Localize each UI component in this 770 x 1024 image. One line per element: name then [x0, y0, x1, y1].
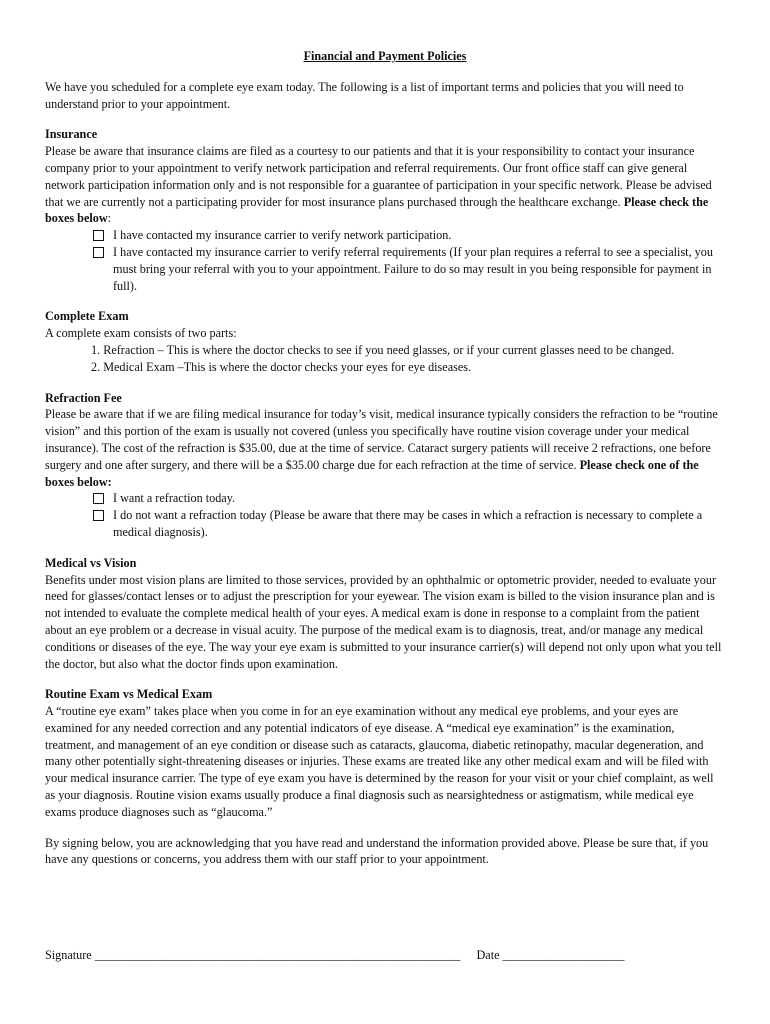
network-participation-checkbox[interactable] — [93, 230, 104, 241]
insurance-paragraph — [45, 143, 725, 227]
insurance-instruction: Please check the boxes below — [45, 194, 709, 226]
referral-requirements-checkbox[interactable] — [93, 247, 104, 258]
insurance-checkbox-list — [45, 227, 725, 294]
checkbox-label: I want a refraction today. — [113, 491, 236, 506]
insurance-checkbox-item — [45, 244, 725, 294]
routine-vs-medical-heading: Routine Exam vs Medical Exam — [45, 687, 213, 702]
insurance-instruction-suffix: : — [107, 211, 112, 226]
signature-row — [45, 947, 725, 963]
insurance-heading: Insurance — [45, 127, 98, 142]
complete-exam-item-refraction: 1. Refraction – This is where the doctor checks to see if you need glasses, or if your current glasses need to be changed. — [91, 342, 675, 357]
date-label: Date — [476, 948, 500, 962]
want-refraction-checkbox[interactable] — [93, 493, 104, 504]
acknowledgement-paragraph: By signing below, you are acknowledging that you have read and understand the information provided above. Please be sure that, if you have any questions or concerns, you address them with our staff prior to your appointment. — [45, 835, 709, 867]
medical-vs-vision-body: Benefits under most vision plans are limited to those services, provided by an ophthalmic or optometric provider, needed to evaluate your need for glasses/contact lenses or to adjust the prescription for your eyewear. The vision exam is billed to the vision insurance plan and is not intended to evaluate the complete medical health of your eyes. A medical exam is done in response to a complaint from the patient about an eye problem or a decrease in visual acuity. The purpose of the medical exam is to diagnosis, treat, and/or manage any medical conditions or diseases of the eye. The way your eye exam is submitted to your insurance carrier(s) will depend not only upon what you tell the doctor, but also what the doctor finds upon examination. — [45, 572, 722, 671]
refraction-fee-heading: Refraction Fee — [45, 390, 122, 405]
intro-paragraph: We have you scheduled for a complete eye exam today. The following is a list of important terms and policies that you will need to understand prior to your appointment. — [45, 79, 684, 111]
no-refraction-checkbox[interactable] — [93, 510, 104, 521]
refraction-checkbox-item — [45, 507, 725, 541]
refraction-fee-body: Please be aware that if we are filing medical insurance for today’s visit, medical insurance typically considers the refraction to be “routine vision” and this portion of the exam is usually not covered (unless you specifically have routine vision coverage under your medical insurance). The cost of the refraction is $35.00, due at the time of service. Cataract surgery patients will receive 2 refractions, one before surgery and one after surgery, and there will be a $35.00 charge due for each refraction at the time of service. — [45, 407, 718, 472]
refraction-checkbox-item — [45, 490, 725, 507]
complete-exam-body: A complete exam consists of two parts: — [45, 326, 237, 341]
routine-vs-medical-section — [45, 686, 725, 820]
refraction-fee-paragraph — [45, 406, 725, 490]
signature-line[interactable]: ____________________________________________________________ — [94, 948, 461, 962]
date-line[interactable]: ____________________ — [502, 948, 625, 962]
complete-exam-item-medical: 2. Medical Exam –This is where the doctor checks your eyes for eye diseases. — [91, 359, 472, 374]
refraction-fee-instruction: Please check one of the boxes below: — [45, 457, 699, 489]
refraction-fee-section — [45, 390, 725, 541]
page-title: Financial and Payment Policies — [303, 49, 467, 63]
checkbox-label: I have contacted my insurance carrier to verify referral requirements (If your plan requires a referral to see a specialist, you must bring your referral with you to your appointment. Failure to do so may result in you being responsible for payment in full). — [113, 244, 713, 293]
complete-exam-section — [45, 308, 725, 375]
checkbox-label: I have contacted my insurance carrier to verify network participation. — [113, 228, 452, 243]
insurance-body: Please be aware that insurance claims are filed as a courtesy to our patients and that it is your responsibility to contact your insurance company prior to your appointment to verify network participation and referral requirements. Our front office staff can give general network participation information only and is not responsible for a guarantee of participation in your specific network. Please be advised that we are currently not a participating provider for most insurance plans purchased through the healthcare exchange. — [45, 144, 712, 209]
signature-label: Signature — [45, 948, 92, 962]
medical-vs-vision-heading: Medical vs Vision — [45, 555, 137, 570]
acknowledgement-section — [45, 835, 725, 869]
complete-exam-heading: Complete Exam — [45, 309, 129, 324]
refraction-checkbox-list — [45, 490, 725, 540]
document-page — [45, 48, 725, 868]
insurance-section — [45, 126, 725, 294]
routine-vs-medical-body: A “routine eye exam” takes place when you come in for an eye examination without any medical eye problems, and your eyes are examined for any needed correction and any potential indicators of eye disease. A “medical eye examination” is the examination, treatment, and management of an eye condition or disease such as cataracts, glaucoma, diabetic retinopathy, macular degeneration, and many other potentially sight-threatening diseases or injuries. These exams are treated like any other medical exam and will be filed with your medical insurance carrier. The type of eye exam you have is determined by the reason for your visit or your chief complaint, as well as your diagnosis. Routine vision exams usually produce a final diagnosis such as nearsightedness or astigmatism, while medical eye exams produce diagnoses such as “glaucoma.” — [45, 704, 714, 819]
medical-vs-vision-section — [45, 555, 725, 673]
insurance-checkbox-item — [45, 227, 725, 244]
checkbox-label: I do not want a refraction today (Please be aware that there may be cases in which a refraction is necessary to complete a medical diagnosis). — [113, 508, 703, 539]
